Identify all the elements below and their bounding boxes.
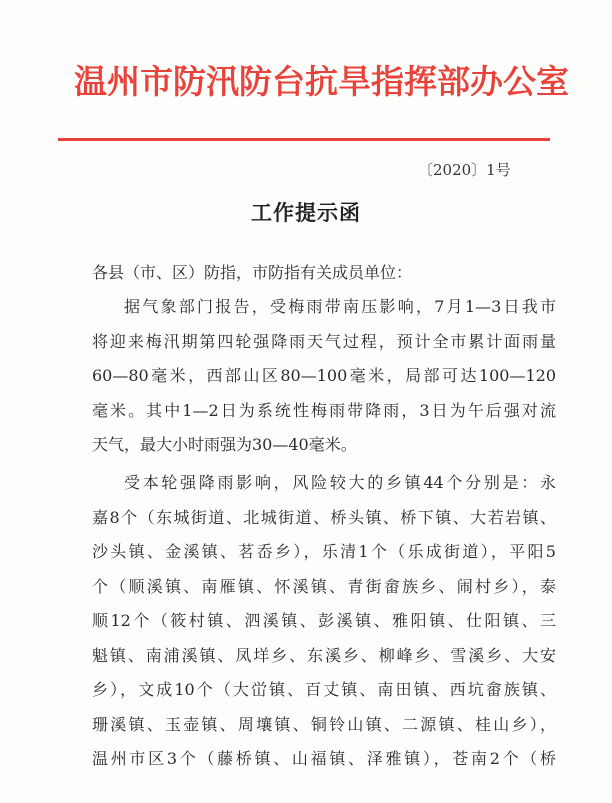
paragraph-line: 魁镇、南浦溪镇、凤垟乡、东溪乡、柳峰乡、雪溪乡、大安 [92,645,556,665]
paragraph-line: 温州市区3个（藤桥镇、山福镇、泽雅镇），苍南2个（桥 [92,749,556,768]
paragraph-line: 毫米。其中1—2日为系统性梅雨带降雨，3日为午后强对流 [92,400,556,420]
document-number: 〔2020〕1号 [418,161,511,179]
letterhead-red-rule [58,138,550,141]
paragraph-line: 将迎来梅汛期第四轮强降雨天气过程，预计全市累计面雨量 [92,331,556,351]
office-letterhead-title: 温州市防汛防台抗旱指挥部办公室 [74,62,569,101]
paragraph-line: 沙头镇、金溪镇、茗岙乡），乐清1个（乐成街道），平阳5 [92,542,556,561]
document-title: 工作提示函 [251,200,361,225]
paragraph-line: 顺12个（筱村镇、泗溪镇、彭溪镇、雅阳镇、仕阳镇、三 [92,611,556,630]
paragraph-line: 嘉8个（东城街道、北城街道、桥头镇、桥下镇、大若岩镇、 [92,507,556,527]
paragraph-line: 个（顺溪镇、南雁镇、怀溪镇、青街畲族乡、闹村乡），泰 [92,576,556,596]
paragraph-line: 据气象部门报告，受梅雨带南压影响，7月1—3日我市 [124,297,556,316]
paragraph-weather-forecast [92,290,556,463]
paragraph-line: 天气，最大小时雨强为30—40毫米。 [92,435,357,454]
paragraph-line: 乡），文成10个（大峃镇、百丈镇、南田镇、西坑畲族镇、 [92,680,556,699]
paragraph-risk-towns [92,466,556,777]
paragraph-line: 受本轮强降雨影响，风险较大的乡镇44个分别是：永 [124,473,556,492]
salutation: 各县（市、区）防指，市防指有关成员单位： [92,263,413,282]
paragraph-line: 珊溪镇、玉壶镇、周壤镇、铜铃山镇、二源镇、桂山乡）， [92,714,556,734]
paragraph-line: 60—80毫米，西部山区80—100毫米，局部可达100—120 [92,366,556,385]
